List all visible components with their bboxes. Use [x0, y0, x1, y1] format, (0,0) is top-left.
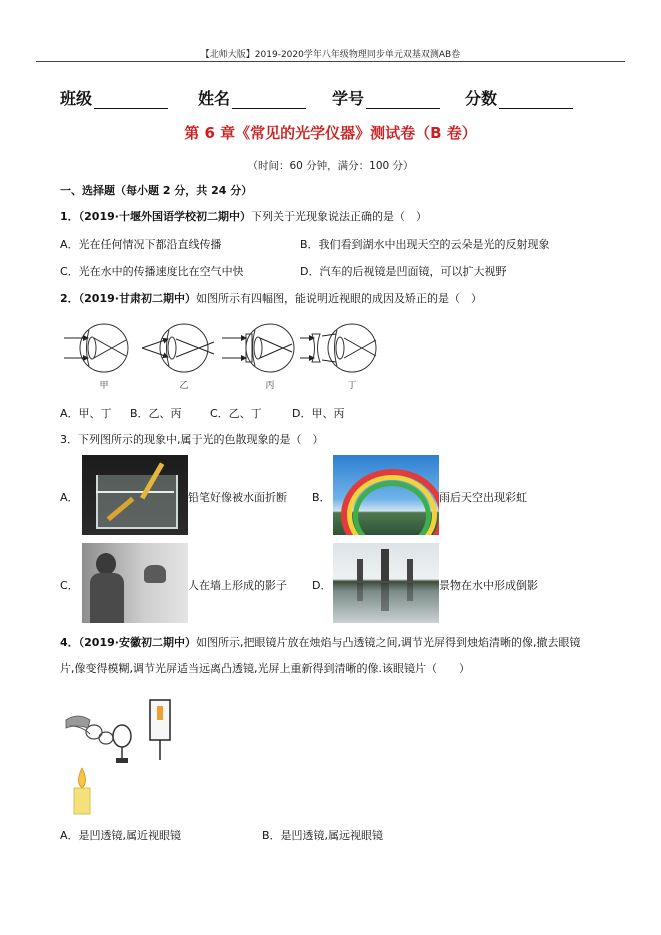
pencil-in-water-image [82, 455, 188, 535]
student-info-row [60, 86, 620, 110]
id-blank[interactable] [366, 92, 440, 109]
q4-option-a[interactable]: A．是凹透镜,属近视眼镜 [60, 829, 182, 842]
pagoda-reflection-image [333, 543, 439, 623]
q2-option-d[interactable]: D．甲、丙 [292, 407, 345, 420]
q3-option-a-letter[interactable]: A． [60, 491, 79, 504]
q3-option-a-text[interactable]: 铅笔好像被水面折断 [188, 491, 287, 504]
score-blank[interactable] [499, 92, 573, 109]
q1-number: 1． [60, 210, 79, 223]
q2-option-c[interactable]: C．乙、丁 [210, 407, 262, 420]
header-divider [36, 61, 625, 62]
q3-option-d-letter[interactable]: D． [312, 579, 332, 592]
question-2 [60, 290, 482, 306]
q3-option-c-letter[interactable]: C． [60, 579, 79, 592]
q3-option-d-text[interactable]: 景物在水中形成倒影 [439, 579, 538, 592]
eye-figure-yi [142, 324, 214, 391]
q4-source: （2019·安徽初二期中） [78, 636, 196, 649]
q3-option-b-text[interactable]: 雨后天空出现彩虹 [439, 491, 527, 504]
figure-label-jia: 甲 [99, 381, 109, 391]
eye-diagram [60, 318, 380, 394]
name-label: 姓名 [198, 89, 231, 108]
q1-option-c[interactable]: C．光在水中的传播速度比在空气中快 [60, 265, 244, 278]
q4-number: 4． [60, 636, 79, 649]
figure-label-ding: 丁 [347, 381, 357, 391]
q4-stem-line2: 片,像变得模糊,调节光屏适当远离凸透镜,光屏上重新得到清晰的像.该眼镜片（ ） [60, 662, 470, 675]
q2-stem: 如图所示有四幅图，能说明近视眼的成因及矫正的是（ ） [195, 292, 482, 305]
class-label: 班级 [60, 89, 93, 108]
page-header: 【北师大版】2019-2020学年八年级物理同步单元双基双测AB卷 [200, 50, 461, 60]
exam-title: 第 6 章《常见的光学仪器》测试卷（B 卷） [184, 124, 477, 142]
q1-option-b[interactable]: B．我们看到湖水中出现天空的云朵是光的反射现象 [300, 238, 550, 251]
q1-source: （2019·十堰外国语学校初二期中） [78, 210, 251, 223]
class-blank[interactable] [94, 92, 168, 109]
q4-stem-line1: 如图所示,把眼镜片放在烛焰与凸透镜之间,调节光屏得到烛焰清晰的像,撤去眼镜 [195, 636, 581, 649]
figure-label-yi: 乙 [179, 381, 189, 391]
shadow-on-wall-image [82, 543, 188, 623]
question-1 [60, 208, 427, 224]
q1-option-d[interactable]: D．汽车的后视镜是凹面镜，可以扩大视野 [300, 265, 507, 278]
class-field [60, 86, 168, 109]
name-field [198, 86, 306, 109]
id-field [332, 86, 440, 109]
q2-option-a[interactable]: A．甲、丁 [60, 407, 112, 420]
q1-option-a[interactable]: A．光在任何情况下都沿直线传播 [60, 238, 222, 251]
q2-option-b[interactable]: B．乙、丙 [130, 407, 182, 420]
id-label: 学号 [332, 89, 365, 108]
q2-source: （2019·甘肃初二期中） [78, 292, 196, 305]
eye-figure-jia [64, 324, 128, 391]
question-4 [60, 634, 580, 650]
score-field [465, 86, 573, 109]
eye-figure-bing [222, 324, 294, 391]
question-3: 3．下列图所示的现象中,属于光的色散现象的是（ ） [60, 433, 324, 446]
rainbow-image [333, 455, 439, 535]
eye-figure-ding [300, 324, 376, 391]
lens-experiment-figure [60, 698, 190, 816]
q2-number: 2． [60, 292, 79, 305]
q3-option-c-text[interactable]: 人在墙上形成的影子 [188, 579, 287, 592]
section-heading: 一、选择题（每小题 2 分，共 24 分） [60, 184, 253, 197]
q3-option-b-letter[interactable]: B． [312, 491, 331, 504]
name-blank[interactable] [232, 92, 306, 109]
exam-subtitle: （时间：60 分钟，满分：100 分） [247, 160, 414, 172]
q1-stem: 下列关于光现象说法正确的是（ ） [250, 210, 427, 223]
score-label: 分数 [465, 89, 498, 108]
q4-option-b[interactable]: B．是凹透镜,属远视眼镜 [262, 829, 384, 842]
figure-label-bing: 丙 [265, 381, 275, 391]
